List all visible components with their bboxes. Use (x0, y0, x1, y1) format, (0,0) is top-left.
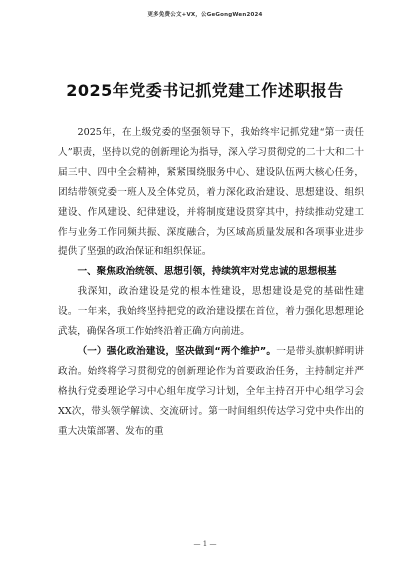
header-note: 更多免费公文+VX，公GeGongWen2024 (147, 12, 263, 18)
subsection-paragraph (58, 342, 364, 442)
subsection-text: 一是带头旗帜鲜明讲政治。始终将学习贯彻党的创新理论作为首要政治任务，主持制定并严格执行党委理论学习中心组年度学习计划，全年主持召开中心组学习会XX次，带头领学解读、交流研讨。第一时间组织传达学习党中央作出的重大决策部署、发布的重 (58, 345, 364, 437)
document-title: 2025年党委书记抓党建工作述职报告 (66, 81, 344, 100)
subsection-heading: （一）强化政治建设，坚决做到“两个维护”。 (77, 345, 277, 357)
page-number: — 1 — (193, 540, 217, 548)
section-paragraph: 我深知，政治建设是党的根本性建设，思想建设是党的基础性建设。一年来，我始终坚持把党的政治建设摆在首位，着力强化思想理论武装，确保各项工作始终沿着正确方向前进。 (58, 286, 364, 338)
document-body (58, 123, 364, 442)
intro-paragraph: 2025年，在上级党委的坚强领导下，我始终牢记抓党建“第一责任人”职责，坚持以党的创新理论为指导，深入学习贯彻党的二十大和二十届三中、四中全会精神，紧紧围绕服务中心、建设队伍两大核心任务，团结带领党委一班人及全体党员，着力深化政治建设、思想建设、组织建设、作风建设、纪律建设，并将制度建设贯穿其中，持续推动党建工作与业务工作同频共振、深度融合，为区域高质量发展和各项事业进步提供了坚强的政治保证和组织保证。 (58, 127, 364, 258)
section-heading: 一、聚焦政治统领、思想引领，持续筑牢对党忠诚的思想根基 (77, 266, 337, 278)
